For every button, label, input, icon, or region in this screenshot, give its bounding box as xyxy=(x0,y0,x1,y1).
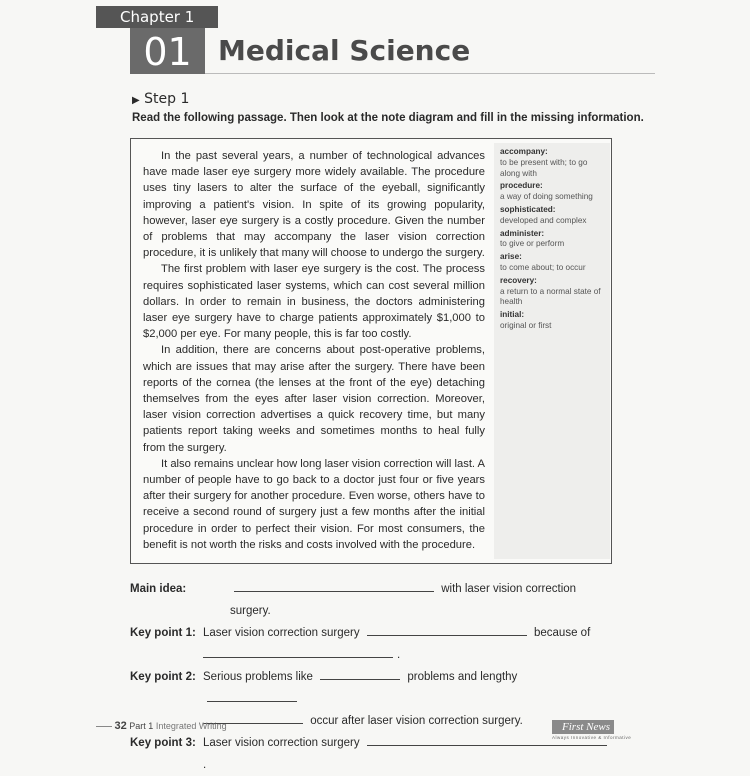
main-idea-blank[interactable] xyxy=(234,578,434,592)
glossary-term: procedure: xyxy=(500,181,543,191)
section-label: Integrated Writing xyxy=(155,721,227,731)
key-point-2-label: Key point 2: xyxy=(130,671,196,684)
publisher-logo: First News xyxy=(552,720,614,734)
main-idea-label: Main idea: xyxy=(130,583,187,596)
page-title: Medical Science xyxy=(218,34,471,67)
paragraph: In addition, there are concerns about post-operative problems, which are issues that may arise after the surgery. There have been reports of the cornea (the lenses at the front of the eye) detaching themselves from the eyes after laser vision correction. Moreover, laser vision correction advertises a quick recovery time, but many patients report taking weeks and sometimes months to heal fully from the surgery. xyxy=(143,344,485,454)
glossary-term: arise: xyxy=(500,252,522,262)
period: . xyxy=(203,759,207,772)
footer xyxy=(96,720,227,732)
key-point-3-label: Key point 3: xyxy=(130,737,196,750)
glossary-def: to come about; to occur xyxy=(500,262,586,272)
step-heading xyxy=(132,91,189,107)
glossary-term: recovery: xyxy=(500,275,537,285)
key-point-3-body xyxy=(203,732,612,776)
paragraph: In the past several years, a number of technological advances have made laser eye surgery more widely available. The procedure uses tiny lasers to alter the surface of the eyeball, significantly improving a patient's vision. In spite of its growing popularity, however, laser eye surgery is a costly procedure. Given the number of problems that may accompany the laser vision correction procedure, it is unlikely that many will choose to undergo the surgery. xyxy=(143,150,485,260)
chapter-label: Chapter 1 xyxy=(96,6,218,28)
key-point-1-text: Laser vision correction surgery xyxy=(203,627,360,640)
glossary-def: developed and complex xyxy=(500,215,587,225)
paragraph: It also remains unclear how long laser vision correction will last. A number of people have to go back to a doctor just four or five years after their surgery for another procedure. Even worse, others have to receive a second round of surgery just a few months after the initial procedure in order to perfect their vision. For most consumers, the benefit is not worth the risks and costs involved with the procedure. xyxy=(143,457,485,551)
key-point-2-blank-b[interactable] xyxy=(207,688,297,702)
paragraph: The first problem with laser eye surgery is the cost. The process requires sophisticated laser systems, which can cost several million dollars. In order to remain in business, the doctors administering laser eye surgery have to charge patients approximately $1,000 to $2,000 per eye. For many people, this is far too costly. xyxy=(143,263,485,341)
glossary-def: to give or perform xyxy=(500,239,565,249)
key-point-3-text: Laser vision correction surgery xyxy=(203,737,360,750)
key-point-1-text-b: because of xyxy=(534,627,591,640)
passage-box xyxy=(130,138,612,564)
page-number: 32 xyxy=(114,720,127,732)
glossary-term: initial: xyxy=(500,310,525,320)
key-point-1-body xyxy=(203,622,612,666)
content-column xyxy=(130,138,612,776)
period: . xyxy=(397,649,401,662)
main-idea-text: with laser vision correction surgery. xyxy=(230,583,577,618)
glossary-def: a way of doing something xyxy=(500,192,593,202)
glossary-term: accompany: xyxy=(500,147,548,156)
glossary-def: to be present with; to go along with xyxy=(500,157,588,178)
note-diagram xyxy=(130,578,612,776)
footer-rule xyxy=(96,726,112,727)
instruction: Read the following passage. Then look at the note diagram and fill in the missing information. xyxy=(132,112,644,124)
chapter-number: 01 xyxy=(130,28,205,74)
glossary-def: original or first xyxy=(500,320,552,330)
part-label: Part 1 xyxy=(129,721,154,731)
main-idea-row xyxy=(130,578,612,622)
main-idea-body xyxy=(230,578,612,622)
key-point-2-blank-a[interactable] xyxy=(320,666,400,680)
key-point-2-text: Serious problems like xyxy=(203,671,313,684)
key-point-2-text-b: problems and lengthy xyxy=(407,671,518,684)
publisher-tagline: Always Innovative & Informative xyxy=(552,735,632,740)
glossary-def: a return to a normal state of health xyxy=(500,286,601,307)
triangle-bullet-icon: ▶ xyxy=(132,95,140,106)
key-point-1-blank-b[interactable] xyxy=(203,644,393,658)
key-point-3-row xyxy=(130,732,612,776)
key-point-1-row xyxy=(130,622,612,666)
glossary xyxy=(494,143,610,559)
glossary-term: sophisticated: xyxy=(500,204,556,214)
glossary-term: administer: xyxy=(500,228,545,238)
step-label: Step 1 xyxy=(144,91,190,107)
key-point-2-text-c: occur after laser vision correction surgery. xyxy=(310,715,523,728)
key-point-1-blank-a[interactable] xyxy=(367,622,527,636)
passage xyxy=(143,143,485,559)
title-divider xyxy=(205,73,655,74)
key-point-1-label: Key point 1: xyxy=(130,627,196,640)
key-point-2-body xyxy=(203,666,612,732)
